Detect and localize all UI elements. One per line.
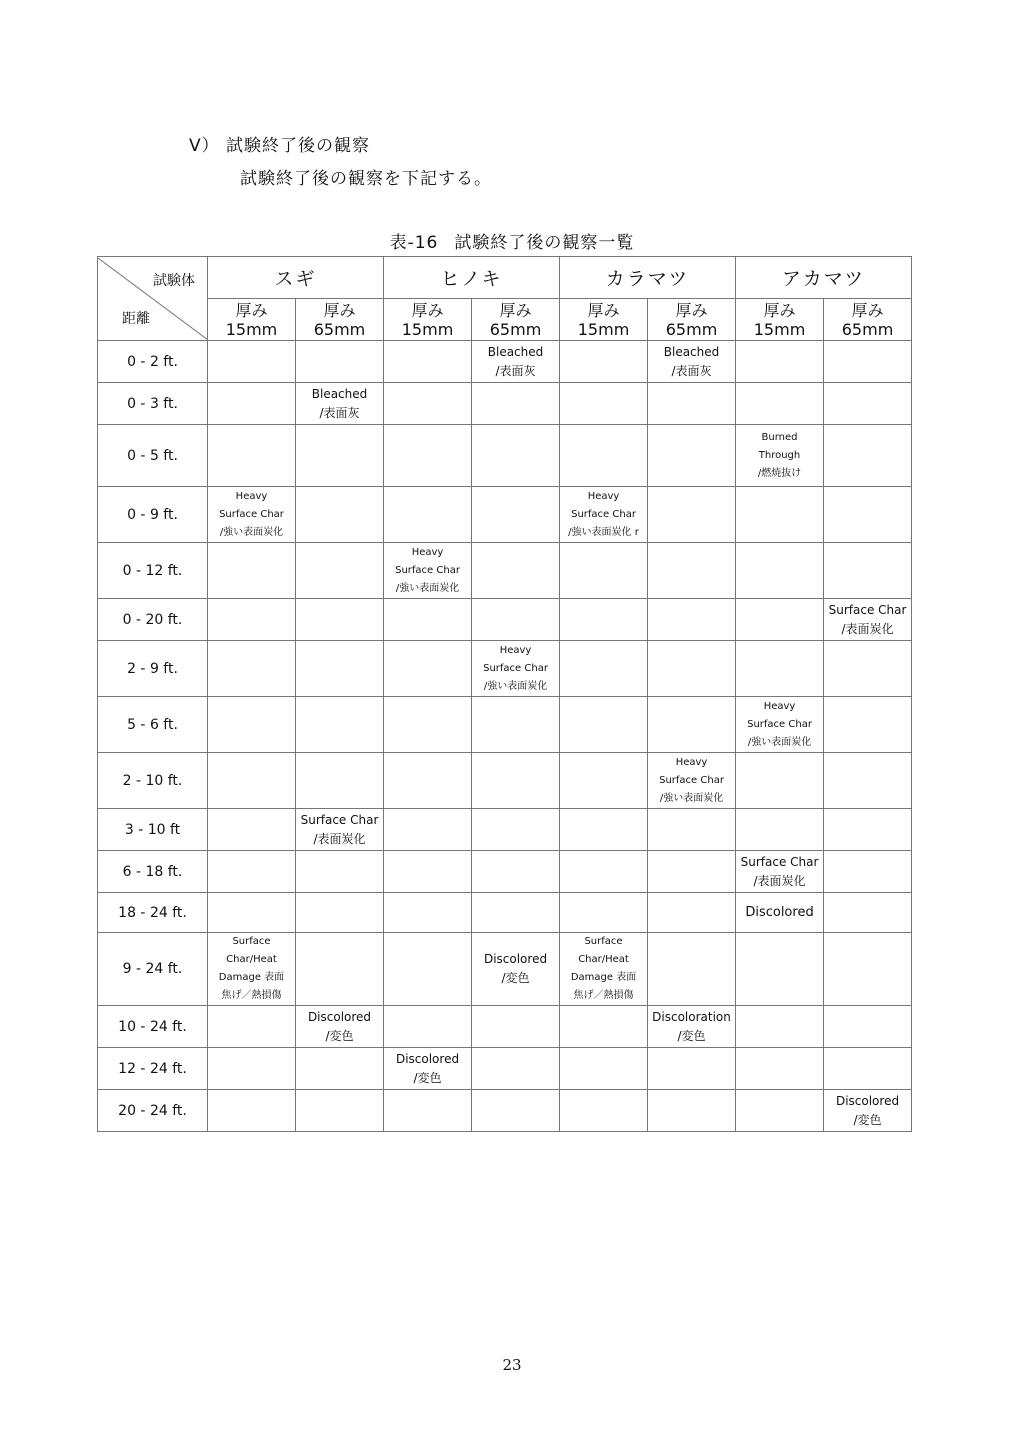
observation-text: Surface Char xyxy=(483,662,548,674)
observation-cell xyxy=(736,599,824,641)
observation-text: /表面炭化 xyxy=(841,622,894,636)
observation-cell xyxy=(736,543,824,599)
observation-cell xyxy=(648,933,736,1006)
observation-cell xyxy=(736,753,824,809)
thickness-label: 厚み xyxy=(411,300,444,320)
observation-text: Through xyxy=(758,449,801,461)
thickness-label: 厚み xyxy=(323,300,356,320)
thickness-value: 65mm xyxy=(489,319,542,339)
observation-cell xyxy=(208,383,296,425)
distance-cell: 3 - 10 ft xyxy=(98,809,208,851)
observation-cell xyxy=(560,1090,648,1132)
observation-cell xyxy=(208,599,296,641)
observation-text: /表面炭化 xyxy=(753,874,806,888)
observation-cell xyxy=(736,893,824,933)
species-header: スギ xyxy=(208,257,384,299)
observation-text: 焦げ／熱損傷 xyxy=(573,990,634,1001)
observation-cell xyxy=(648,851,736,893)
observation-cell xyxy=(296,383,384,425)
thickness-header xyxy=(648,299,736,341)
observation-cell xyxy=(824,341,912,383)
observation-cell xyxy=(296,697,384,753)
observation-cell xyxy=(824,487,912,543)
observation-cell xyxy=(472,1006,560,1048)
observation-cell xyxy=(648,341,736,383)
observation-cell xyxy=(472,809,560,851)
observation-cell xyxy=(824,599,912,641)
observation-cell xyxy=(208,933,296,1006)
observation-cell xyxy=(824,697,912,753)
observation-cell xyxy=(472,543,560,599)
observation-text: /表面炭化 xyxy=(313,832,366,846)
distance-cell: 2 - 10 ft. xyxy=(98,753,208,809)
distance-cell: 5 - 6 ft. xyxy=(98,697,208,753)
observation-cell xyxy=(384,893,472,933)
observation-cell xyxy=(472,487,560,543)
observation-text: /強い表面炭化 xyxy=(483,680,548,692)
distance-cell: 6 - 18 ft. xyxy=(98,851,208,893)
observation-cell xyxy=(736,851,824,893)
species-header: アカマツ xyxy=(736,257,912,299)
table-caption-title: 試験終了後の観察一覧 xyxy=(454,233,635,253)
observation-text: Bleached xyxy=(311,387,368,401)
observation-cell xyxy=(208,809,296,851)
observation-cell xyxy=(560,893,648,933)
observation-cell xyxy=(472,851,560,893)
observation-text: /強い表面炭化 r xyxy=(568,526,639,538)
observation-text: Burned xyxy=(761,431,798,443)
observation-cell xyxy=(736,641,824,697)
thickness-header xyxy=(560,299,648,341)
observation-cell xyxy=(208,641,296,697)
observation-text: Heavy xyxy=(587,490,620,502)
observation-cell xyxy=(384,851,472,893)
observation-text: Char/Heat xyxy=(578,954,629,965)
distance-cell: 2 - 9 ft. xyxy=(98,641,208,697)
observation-text: Damage 表面 xyxy=(570,972,637,983)
observation-text: Damage 表面 xyxy=(218,972,285,983)
observation-cell xyxy=(208,893,296,933)
observation-text: /表面灰 xyxy=(495,364,536,378)
thickness-header xyxy=(472,299,560,341)
observation-cell xyxy=(736,341,824,383)
observation-text: Surface Char xyxy=(747,718,812,730)
observation-cell xyxy=(384,425,472,487)
observation-cell xyxy=(384,543,472,599)
observation-cell xyxy=(824,893,912,933)
observation-cell xyxy=(560,599,648,641)
observation-cell xyxy=(296,893,384,933)
observation-cell xyxy=(384,697,472,753)
table-caption-label: 表-16 xyxy=(389,233,439,253)
observation-text: /強い表面炭化 xyxy=(395,582,460,594)
observation-cell xyxy=(384,383,472,425)
species-header: カラマツ xyxy=(560,257,736,299)
thickness-label: 厚み xyxy=(235,300,268,320)
observation-text: Surface Char xyxy=(571,508,636,520)
species-header: ヒノキ xyxy=(384,257,560,299)
observation-text: Heavy xyxy=(235,490,268,502)
observation-text: /変色 xyxy=(677,1029,706,1043)
observation-cell xyxy=(208,1090,296,1132)
observation-text: Surface Char xyxy=(828,603,907,617)
observation-cell xyxy=(472,341,560,383)
observation-cell xyxy=(736,487,824,543)
observation-text: /燃焼抜け xyxy=(757,467,802,479)
page-number: 23 xyxy=(502,1356,522,1374)
observation-cell xyxy=(560,1006,648,1048)
observation-cell xyxy=(208,1048,296,1090)
observation-cell xyxy=(736,1006,824,1048)
observation-cell xyxy=(648,641,736,697)
thickness-value: 65mm xyxy=(665,319,718,339)
thickness-label: 厚み xyxy=(851,300,884,320)
distance-cell: 18 - 24 ft. xyxy=(98,893,208,933)
observation-cell xyxy=(472,1048,560,1090)
observation-cell xyxy=(824,425,912,487)
observation-cell xyxy=(560,383,648,425)
observation-cell xyxy=(472,383,560,425)
observation-cell xyxy=(648,697,736,753)
observation-cell xyxy=(208,851,296,893)
observation-cell xyxy=(560,809,648,851)
observation-cell xyxy=(384,933,472,1006)
observation-cell xyxy=(296,933,384,1006)
observation-cell xyxy=(208,543,296,599)
observation-cell xyxy=(472,1090,560,1132)
observation-cell xyxy=(560,341,648,383)
observation-cell xyxy=(296,487,384,543)
observation-text: Surface Char xyxy=(300,813,379,827)
observation-text: Heavy xyxy=(411,546,444,558)
observation-text: Surface Char xyxy=(740,855,819,869)
corner-specimen-label: 試験体 xyxy=(153,272,195,289)
thickness-value: 65mm xyxy=(841,319,894,339)
observation-cell xyxy=(648,487,736,543)
observation-cell xyxy=(824,753,912,809)
thickness-value: 15mm xyxy=(753,319,806,339)
observation-text: /変色 xyxy=(413,1071,442,1085)
observation-cell xyxy=(560,1048,648,1090)
table-row xyxy=(98,893,912,933)
observation-cell xyxy=(296,1090,384,1132)
observation-cell xyxy=(824,851,912,893)
distance-cell: 20 - 24 ft. xyxy=(98,1090,208,1132)
observation-cell xyxy=(824,641,912,697)
table-row xyxy=(98,543,912,599)
observation-cell xyxy=(648,893,736,933)
table-row xyxy=(98,1048,912,1090)
observation-text: /変色 xyxy=(501,971,530,985)
distance-cell: 9 - 24 ft. xyxy=(98,933,208,1006)
thickness-header xyxy=(296,299,384,341)
observation-text: 焦げ／熱損傷 xyxy=(221,990,282,1001)
section-heading: V） 試験終了後の観察 xyxy=(189,136,371,156)
table-row xyxy=(98,1006,912,1048)
observation-cell xyxy=(208,1006,296,1048)
observation-cell xyxy=(736,697,824,753)
observation-cell xyxy=(384,341,472,383)
distance-cell: 0 - 20 ft. xyxy=(98,599,208,641)
table-corner-cell xyxy=(98,257,208,341)
observation-cell xyxy=(648,1006,736,1048)
observation-cell xyxy=(296,809,384,851)
observation-cell xyxy=(208,753,296,809)
distance-cell: 0 - 2 ft. xyxy=(98,341,208,383)
thickness-header xyxy=(384,299,472,341)
observation-cell xyxy=(736,933,824,1006)
observation-cell xyxy=(296,641,384,697)
observation-cell xyxy=(208,487,296,543)
observation-cell xyxy=(648,543,736,599)
corner-distance-label: 距離 xyxy=(122,310,150,327)
observation-cell xyxy=(472,641,560,697)
observation-cell xyxy=(384,599,472,641)
observation-text: Discolored xyxy=(307,1010,372,1024)
observation-cell xyxy=(736,809,824,851)
table-row xyxy=(98,753,912,809)
observation-text: /表面灰 xyxy=(319,406,360,420)
observation-cell xyxy=(296,543,384,599)
table-row xyxy=(98,641,912,697)
observation-cell xyxy=(824,933,912,1006)
observation-text: /強い表面炭化 xyxy=(659,792,724,804)
observation-cell xyxy=(648,599,736,641)
observation-cell xyxy=(648,1048,736,1090)
observation-cell xyxy=(824,1090,912,1132)
observation-cell xyxy=(560,543,648,599)
observation-text: Bleached xyxy=(487,345,544,359)
thickness-value: 65mm xyxy=(313,319,366,339)
observation-text: /強い表面炭化 xyxy=(219,526,284,538)
observation-text: Discolored xyxy=(483,952,548,966)
observation-text: Surface xyxy=(584,936,623,947)
table-row xyxy=(98,341,912,383)
observation-cell xyxy=(648,425,736,487)
thickness-label: 厚み xyxy=(763,300,796,320)
observation-cell xyxy=(560,425,648,487)
observation-cell xyxy=(208,425,296,487)
observation-text: Surface Char xyxy=(659,774,724,786)
observation-text: /強い表面炭化 xyxy=(747,736,812,748)
observation-cell xyxy=(384,809,472,851)
observation-cell xyxy=(472,599,560,641)
observation-text: Discolored xyxy=(745,905,814,920)
observation-cell xyxy=(384,753,472,809)
observation-text: Discoloration xyxy=(652,1010,731,1024)
observation-cell xyxy=(824,383,912,425)
observation-cell xyxy=(472,753,560,809)
distance-cell: 0 - 9 ft. xyxy=(98,487,208,543)
observation-cell xyxy=(560,641,648,697)
observation-cell xyxy=(824,543,912,599)
observation-text: /表面灰 xyxy=(671,364,712,378)
table-row xyxy=(98,933,912,1006)
observation-cell xyxy=(472,933,560,1006)
observation-cell xyxy=(824,1048,912,1090)
table-row xyxy=(98,383,912,425)
thickness-label: 厚み xyxy=(499,300,532,320)
thickness-label: 厚み xyxy=(587,300,620,320)
thickness-header xyxy=(736,299,824,341)
table-row xyxy=(98,809,912,851)
observation-text: Discolored xyxy=(395,1052,460,1066)
observation-cell xyxy=(384,641,472,697)
distance-cell: 0 - 5 ft. xyxy=(98,425,208,487)
observation-cell xyxy=(472,893,560,933)
observation-cell xyxy=(736,1090,824,1132)
thickness-header xyxy=(208,299,296,341)
table-row xyxy=(98,1090,912,1132)
observation-text: Heavy xyxy=(675,756,708,768)
observation-cell xyxy=(296,1048,384,1090)
table-caption xyxy=(0,228,1024,253)
observation-text: Surface Char xyxy=(395,564,460,576)
observation-cell xyxy=(824,1006,912,1048)
thickness-value: 15mm xyxy=(225,319,278,339)
thickness-value: 15mm xyxy=(577,319,630,339)
observation-cell xyxy=(648,809,736,851)
observation-cell xyxy=(648,753,736,809)
distance-cell: 0 - 12 ft. xyxy=(98,543,208,599)
observation-cell xyxy=(296,341,384,383)
observation-cell xyxy=(560,753,648,809)
observation-cell xyxy=(736,425,824,487)
observation-cell xyxy=(736,383,824,425)
observation-text: Discolored xyxy=(835,1094,900,1108)
observation-cell xyxy=(384,487,472,543)
observation-cell xyxy=(824,809,912,851)
table-row xyxy=(98,851,912,893)
observation-cell xyxy=(296,1006,384,1048)
table-row xyxy=(98,697,912,753)
observation-text: /変色 xyxy=(325,1029,354,1043)
observation-table xyxy=(97,256,912,1132)
observation-text: Surface Char xyxy=(219,508,284,520)
distance-cell: 0 - 3 ft. xyxy=(98,383,208,425)
observation-text: Heavy xyxy=(499,644,532,656)
observation-cell xyxy=(560,697,648,753)
observation-cell xyxy=(560,487,648,543)
observation-text: Heavy xyxy=(763,700,796,712)
observation-cell xyxy=(736,1048,824,1090)
observation-cell xyxy=(648,1090,736,1132)
observation-cell xyxy=(384,1006,472,1048)
observation-cell xyxy=(560,933,648,1006)
distance-cell: 12 - 24 ft. xyxy=(98,1048,208,1090)
observation-cell xyxy=(296,425,384,487)
table-row xyxy=(98,425,912,487)
observation-cell xyxy=(648,383,736,425)
observation-cell xyxy=(208,697,296,753)
observation-cell xyxy=(384,1048,472,1090)
observation-cell xyxy=(296,753,384,809)
observation-cell xyxy=(472,697,560,753)
thickness-header xyxy=(824,299,912,341)
observation-cell xyxy=(296,851,384,893)
distance-cell: 10 - 24 ft. xyxy=(98,1006,208,1048)
observation-cell xyxy=(208,341,296,383)
observation-text: Char/Heat xyxy=(226,954,277,965)
observation-cell xyxy=(384,1090,472,1132)
observation-text: Bleached xyxy=(663,345,720,359)
table-row xyxy=(98,599,912,641)
section-subheading: 試験終了後の観察を下記する。 xyxy=(240,169,492,189)
thickness-label: 厚み xyxy=(675,300,708,320)
observation-text: /変色 xyxy=(853,1113,882,1127)
observation-cell xyxy=(472,425,560,487)
observation-cell xyxy=(296,599,384,641)
table-row xyxy=(98,487,912,543)
observation-cell xyxy=(560,851,648,893)
observation-text: Surface xyxy=(232,936,271,947)
thickness-value: 15mm xyxy=(401,319,454,339)
